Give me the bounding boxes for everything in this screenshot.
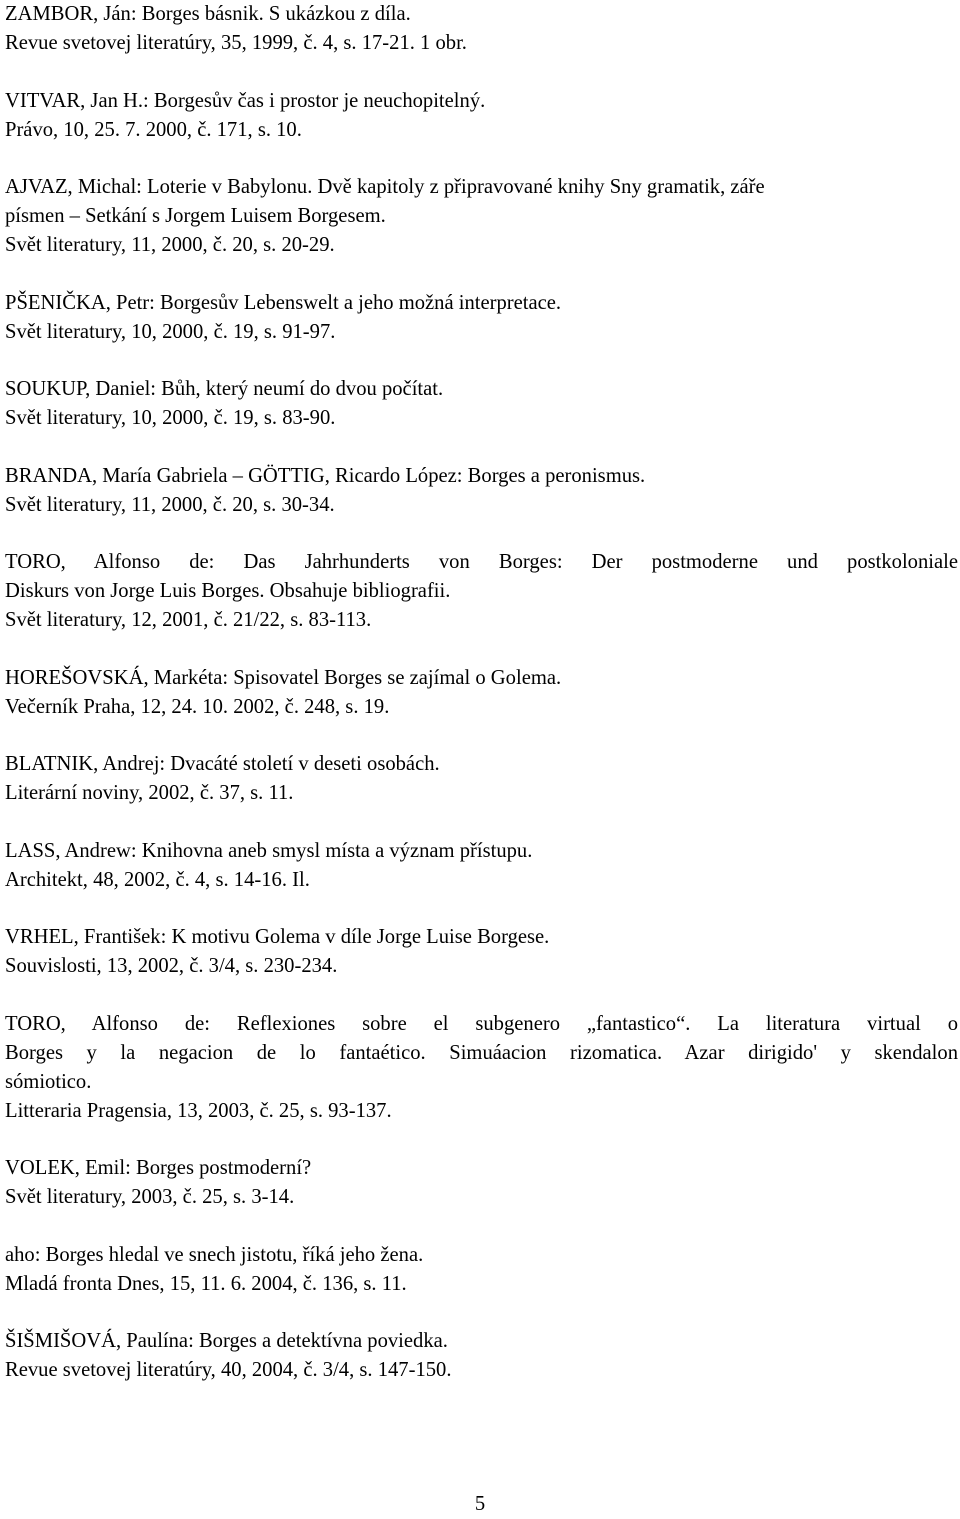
bibliography-entry [5,837,958,895]
entry-line: Večerník Praha, 12, 24. 10. 2002, č. 248, s. 19. [5,695,390,718]
entry-line: Literární noviny, 2002, č. 37, s. 11. [5,782,294,804]
bibliography-entry [5,750,958,808]
bibliography-entry [5,1241,958,1299]
bibliography-entry [5,462,958,520]
bibliography-entry [5,1327,958,1385]
entry-line: BRANDA, María Gabriela – GÖTTIG, Ricardo López: Borges a peronismus. [5,464,646,487]
bibliography-entry [5,375,958,433]
entry-line: aho: Borges hledal ve snech jistotu, říká jeho žena. [5,1243,424,1266]
bibliography-page [5,0,958,1414]
entry-line: BLATNIK, Andrej: Dvacáté století v deseti osobách. [5,753,440,775]
bibliography-entry [5,923,958,981]
entry-line: Architekt, 48, 2002, č. 4, s. 14-16. Il. [5,868,310,891]
bibliography-entry [5,87,958,145]
bibliography-entry [5,173,958,260]
entry-line: Svět literatury, 12, 2001, č. 21/22, s. 83-113. [5,609,372,631]
entry-line: VRHEL, František: K motivu Golema v díle Jorge Luise Borgese. [5,926,550,948]
entry-line: Borges y la negacion de lo fantaético. Simuáacion rizomatica. Azar dirigido' y skendalon [5,1041,958,1064]
entry-line: HOREŠOVSKÁ, Markéta: Spisovatel Borges se zajímal o Golema. [5,666,562,689]
page-number: 5 [474,1493,486,1515]
entry-line: Svět literatury, 11, 2000, č. 20, s. 30-34. [5,493,335,516]
entry-line: ZAMBOR, Ján: Borges básnik. S ukázkou z díla. [5,3,411,25]
entry-line: Mladá fronta Dnes, 15, 11. 6. 2004, č. 136, s. 11. [5,1272,407,1295]
entry-line: VITVAR, Jan H.: Borgesův čas i prostor je neuchopitelný. [5,89,486,112]
entry-line: Revue svetovej literatúry, 40, 2004, č. 3/4, s. 147-150. [5,1359,452,1381]
entry-line: Právo, 10, 25. 7. 2000, č. 171, s. 10. [5,118,302,141]
entry-line: TORO, Alfonso de: Das Jahrhunderts von Borges: Der postmoderne und postkoloniale [5,551,958,573]
entry-line: Souvislosti, 13, 2002, č. 3/4, s. 230-234. [5,955,338,977]
entry-line: písmen – Setkání s Jorgem Luisem Borgesem. [5,205,386,227]
bibliography-entry [5,289,958,347]
entry-line: AJVAZ, Michal: Loterie v Babylonu. Dvě kapitoly z připravované knihy Sny gramatik, záře [5,176,765,198]
entry-line: PŠENIČKA, Petr: Borgesův Lebenswelt a jeho možná interpretace. [5,291,562,314]
entry-line: ŠIŠMIŠOVÁ, Paulína: Borges a detektívna poviedka. [5,1330,448,1352]
entry-line: Revue svetovej literatúry, 35, 1999, č. 4, s. 17-21. 1 obr. [5,32,467,54]
entry-line: Svět literatury, 11, 2000, č. 20, s. 20-29. [5,234,335,256]
bibliography-entry [5,1154,958,1212]
entry-line: Litteraria Pragensia, 13, 2003, č. 25, s. 93-137. [5,1099,392,1122]
entry-line: TORO, Alfonso de: Reflexiones sobre el subgenero „fantastico“. La literatura virtual o [5,1012,958,1035]
entry-line: Svět literatury, 10, 2000, č. 19, s. 91-97. [5,320,336,343]
entry-line: Svět literatury, 2003, č. 25, s. 3-14. [5,1186,295,1208]
entry-line: VOLEK, Emil: Borges postmoderní? [5,1157,312,1179]
entry-line: Svět literatury, 10, 2000, č. 19, s. 83-90. [5,407,336,429]
bibliography-entry [5,1010,958,1126]
bibliography-entry [5,548,958,635]
entry-line: LASS, Andrew: Knihovna aneb smysl místa a význam přístupu. [5,839,533,862]
entry-line: sómiotico. [5,1070,92,1093]
entry-line: SOUKUP, Daniel: Bůh, který neumí do dvou počítat. [5,378,444,400]
bibliography-entry [5,664,958,722]
bibliography-entry [5,0,958,58]
entry-line: Diskurs von Jorge Luis Borges. Obsahuje bibliografii. [5,580,451,602]
